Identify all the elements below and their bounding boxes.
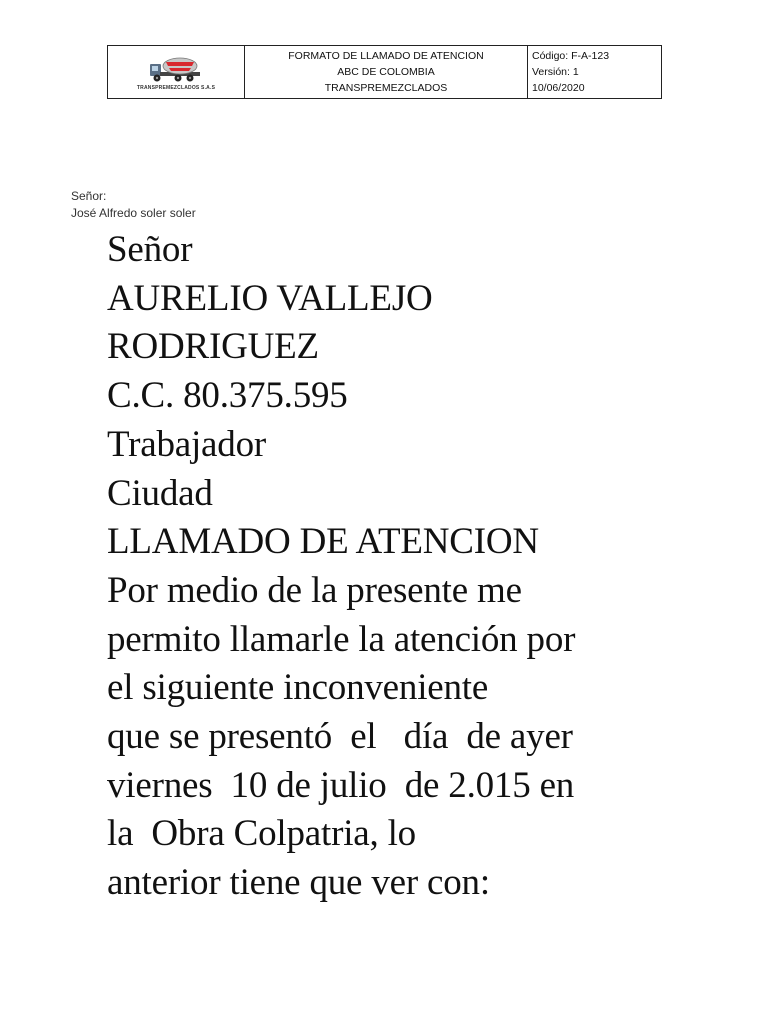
header-meta bbox=[528, 46, 662, 99]
body-line: LLAMADO DE ATENCION bbox=[107, 521, 539, 563]
concrete-mixer-truck-icon bbox=[148, 54, 204, 84]
body-line: la Obra Colpatria, lo bbox=[107, 813, 416, 855]
body-line: RODRIGUEZ bbox=[107, 326, 319, 368]
document-header bbox=[107, 45, 662, 99]
addressee-note-line-2: José Alfredo soler soler bbox=[71, 206, 196, 220]
header-title-line-1: FORMATO DE LLAMADO DE ATENCION bbox=[288, 50, 484, 62]
document-date: 10/06/2020 bbox=[532, 82, 585, 94]
body-line: Trabajador bbox=[107, 423, 266, 465]
body-line: permito llamarle la atención por bbox=[107, 618, 576, 660]
body-line: Señor bbox=[107, 229, 193, 270]
addressee-note-line-1: Señor: bbox=[71, 189, 107, 203]
body-line: C.C. 80.375.595 bbox=[107, 375, 348, 417]
body-line: que se presentó el día de ayer bbox=[107, 716, 573, 758]
logo-text: TRANSPREMEZCLADOS S.A.S bbox=[136, 84, 216, 91]
header-title bbox=[245, 46, 528, 99]
document-code: Código: F-A-123 bbox=[532, 50, 610, 62]
header-title-line-2: ABC DE COLOMBIA bbox=[337, 66, 435, 78]
body-line: anterior tiene que ver con: bbox=[107, 862, 490, 904]
body-line: Por medio de la presente me bbox=[107, 569, 522, 611]
logo-cell bbox=[108, 46, 245, 99]
letter-body bbox=[107, 226, 667, 908]
body-line: viernes 10 de julio de 2.015 en bbox=[107, 764, 575, 806]
header-title-line-3: TRANSPREMEZCLADOS bbox=[324, 82, 448, 94]
body-line: el siguiente inconveniente bbox=[107, 667, 489, 709]
addressee-note bbox=[71, 188, 196, 222]
body-line: Ciudad bbox=[107, 472, 213, 514]
body-line: AURELIO VALLEJO bbox=[107, 277, 433, 319]
document-version: Versión: 1 bbox=[532, 66, 579, 78]
